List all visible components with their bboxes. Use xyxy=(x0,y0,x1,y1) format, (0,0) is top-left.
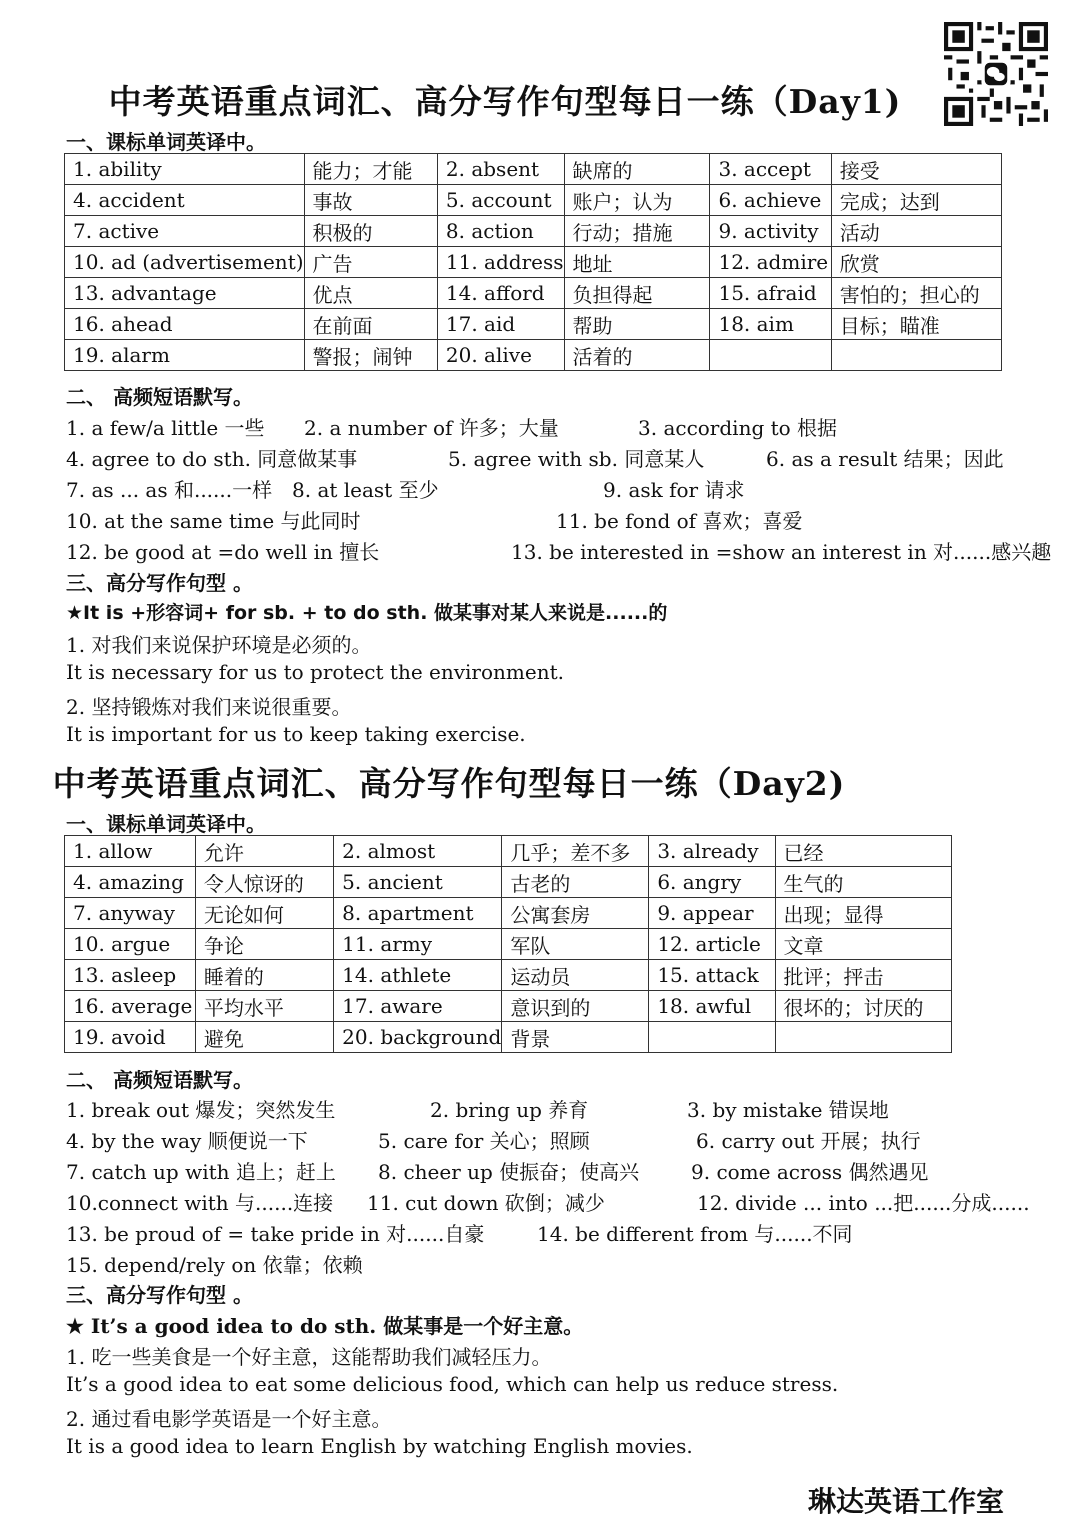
vocab-word-cell: 13. advantage xyxy=(65,278,305,309)
vocab-word-cell: 20. alive xyxy=(437,340,564,371)
day2-vocab-table xyxy=(64,835,952,1053)
day1-example-line: It is necessary for us to protect the environment. xyxy=(66,660,564,684)
vocab-word-cell: 5. account xyxy=(437,185,564,216)
day2-sentence-pattern: ★ It’s a good idea to do sth. 做某事是一个好主意。 xyxy=(66,1314,584,1338)
vocab-word-cell: 4. accident xyxy=(65,185,305,216)
day2-phrase: 11. cut down 砍倒；减少 xyxy=(367,1191,605,1215)
day1-phrase: 5. agree with sb. 同意某人 xyxy=(448,447,705,471)
day1-phrase: 6. as a result 结果；因此 xyxy=(766,447,1004,471)
vocab-word-cell: 18. aim xyxy=(710,309,831,340)
vocab-word-cell: 5. ancient xyxy=(334,867,502,898)
vocab-word-cell: 16. average xyxy=(65,991,196,1022)
day1-title: 中考英语重点词汇、高分写作句型每日一练（Day1) xyxy=(108,82,902,121)
vocab-meaning-cell: 负担得起 xyxy=(564,278,710,309)
day1-example-line: 1. 对我们来说保护环境是必须的。 xyxy=(66,633,372,657)
vocab-meaning-cell: 背景 xyxy=(502,1022,649,1053)
day2-phrase: 8. cheer up 使振奋；使高兴 xyxy=(378,1160,640,1184)
vocab-word-cell: 14. afford xyxy=(437,278,564,309)
vocab-word-cell: 9. appear xyxy=(649,898,775,929)
vocab-meaning-cell: 活动 xyxy=(831,216,1001,247)
day2-vocab-row xyxy=(65,960,952,991)
day2-example-line: 2. 通过看电影学英语是一个好主意。 xyxy=(66,1407,392,1431)
vocab-word-cell: 9. activity xyxy=(710,216,831,247)
day1-phrase: 13. be interested in =show an interest in 对......感兴趣 xyxy=(511,540,1052,564)
vocab-word-cell: 17. aid xyxy=(437,309,564,340)
vocab-meaning-cell: 生气的 xyxy=(775,867,951,898)
day2-vocab-row xyxy=(65,929,952,960)
vocab-word-cell: 7. anyway xyxy=(65,898,196,929)
vocab-word-cell: 17. aware xyxy=(334,991,502,1022)
day1-phrase: 11. be fond of 喜欢；喜爱 xyxy=(556,509,803,533)
vocab-word-cell xyxy=(649,1022,775,1053)
vocab-word-cell: 10. argue xyxy=(65,929,196,960)
day1-phrase: 1. a few/a little 一些 xyxy=(66,416,265,440)
vocab-meaning-cell: 公寓套房 xyxy=(502,898,649,929)
vocab-meaning-cell xyxy=(831,340,1001,371)
vocab-meaning-cell: 完成；达到 xyxy=(831,185,1001,216)
day2-phrase: 7. catch up with 追上；赶上 xyxy=(66,1160,336,1184)
vocab-meaning-cell: 帮助 xyxy=(564,309,710,340)
day1-vocab-row xyxy=(65,154,1002,185)
vocab-meaning-cell: 接受 xyxy=(831,154,1001,185)
day1-phrase: 8. at least 至少 xyxy=(292,478,439,502)
vocab-word-cell: 11. address xyxy=(437,247,564,278)
vocab-word-cell: 15. afraid xyxy=(710,278,831,309)
day2-phrase: 10.connect with 与......连接 xyxy=(66,1191,334,1215)
day2-title: 中考英语重点词汇、高分写作句型每日一练（Day2) xyxy=(52,764,846,803)
day2-writing-heading: 三、高分写作句型 。 xyxy=(66,1283,253,1307)
day1-vocab-row xyxy=(65,340,1002,371)
vocab-meaning-cell: 古老的 xyxy=(502,867,649,898)
vocab-word-cell: 15. attack xyxy=(649,960,775,991)
vocab-word-cell: 6. achieve xyxy=(710,185,831,216)
vocab-meaning-cell: 已经 xyxy=(775,836,951,867)
vocab-meaning-cell: 行动；措施 xyxy=(564,216,710,247)
day2-phrase: 3. by mistake 错误地 xyxy=(687,1098,889,1122)
vocab-word-cell: 1. allow xyxy=(65,836,196,867)
vocab-word-cell: 18. awful xyxy=(649,991,775,1022)
vocab-meaning-cell xyxy=(775,1022,951,1053)
day2-example-line: It’s a good idea to eat some delicious food, which can help us reduce stress. xyxy=(66,1372,839,1396)
day2-phrase: 14. be different from 与......不同 xyxy=(537,1222,853,1246)
day2-phrase: 9. come across 偶然遇见 xyxy=(691,1160,929,1184)
vocab-meaning-cell: 睡着的 xyxy=(195,960,333,991)
vocab-word-cell: 12. article xyxy=(649,929,775,960)
day1-phrase: 2. a number of 许多；大量 xyxy=(304,416,559,440)
day1-vocab-row xyxy=(65,185,1002,216)
day1-phrase: 9. ask for 请求 xyxy=(603,478,745,502)
day2-phrase: 5. care for 关心；照顾 xyxy=(378,1129,590,1153)
day1-sentence-pattern: ★It is +形容词+ for sb. + to do sth. 做某事对某人来说是......的 xyxy=(66,602,668,624)
vocab-meaning-cell: 争论 xyxy=(195,929,333,960)
vocab-meaning-cell: 能力；才能 xyxy=(304,154,437,185)
vocab-word-cell: 8. action xyxy=(437,216,564,247)
vocab-word-cell: 10. ad (advertisement) xyxy=(65,247,305,278)
day1-phrase-heading: 二、 高频短语默写。 xyxy=(66,385,253,409)
day1-phrase: 4. agree to do sth. 同意做某事 xyxy=(66,447,358,471)
vocab-meaning-cell: 几乎；差不多 xyxy=(502,836,649,867)
day1-vocab-row xyxy=(65,216,1002,247)
day1-phrase: 7. as ... as 和......一样 xyxy=(66,478,273,502)
vocab-meaning-cell: 账户；认为 xyxy=(564,185,710,216)
day2-vocab-row xyxy=(65,898,952,929)
vocab-meaning-cell: 令人惊讶的 xyxy=(195,867,333,898)
day1-vocab-row xyxy=(65,247,1002,278)
vocab-meaning-cell: 避免 xyxy=(195,1022,333,1053)
vocab-meaning-cell: 运动员 xyxy=(502,960,649,991)
vocab-meaning-cell: 很坏的；讨厌的 xyxy=(775,991,951,1022)
day2-phrase: 1. break out 爆发；突然发生 xyxy=(66,1098,336,1122)
day2-phrase: 12. divide ... into ...把......分成...... xyxy=(697,1191,1030,1215)
day2-vocab-row xyxy=(65,836,952,867)
vocab-meaning-cell: 害怕的；担心的 xyxy=(831,278,1001,309)
vocab-word-cell xyxy=(710,340,831,371)
vocab-meaning-cell: 警报；闹钟 xyxy=(304,340,437,371)
day2-vocab-row xyxy=(65,867,952,898)
vocab-meaning-cell: 意识到的 xyxy=(502,991,649,1022)
day2-phrase: 13. be proud of = take pride in 对......自豪 xyxy=(66,1222,485,1246)
vocab-word-cell: 1. ability xyxy=(65,154,305,185)
vocab-word-cell: 2. almost xyxy=(334,836,502,867)
day1-writing-heading: 三、高分写作句型 。 xyxy=(66,571,253,595)
vocab-meaning-cell: 目标；瞄准 xyxy=(831,309,1001,340)
day2-phrase-heading: 二、 高频短语默写。 xyxy=(66,1068,253,1092)
vocab-meaning-cell: 欣赏 xyxy=(831,247,1001,278)
day1-phrase: 10. at the same time 与此同时 xyxy=(66,509,361,533)
vocab-word-cell: 12. admire xyxy=(710,247,831,278)
vocab-word-cell: 6. angry xyxy=(649,867,775,898)
vocab-meaning-cell: 军队 xyxy=(502,929,649,960)
day1-phrase: 3. according to 根据 xyxy=(638,416,838,440)
vocab-word-cell: 19. avoid xyxy=(65,1022,196,1053)
day2-vocab-row xyxy=(65,991,952,1022)
day1-vocab-heading: 一、课标单词英译中。 xyxy=(66,130,266,154)
studio-signature: 琳达英语工作室 xyxy=(807,1485,1004,1518)
vocab-word-cell: 19. alarm xyxy=(65,340,305,371)
vocab-word-cell: 16. ahead xyxy=(65,309,305,340)
day2-vocab-heading: 一、课标单词英译中。 xyxy=(66,812,266,836)
vocab-word-cell: 4. amazing xyxy=(65,867,196,898)
vocab-meaning-cell: 活着的 xyxy=(564,340,710,371)
day1-vocab-row xyxy=(65,278,1002,309)
vocab-word-cell: 2. absent xyxy=(437,154,564,185)
vocab-meaning-cell: 批评；抨击 xyxy=(775,960,951,991)
vocab-word-cell: 20. background xyxy=(334,1022,502,1053)
vocab-meaning-cell: 文章 xyxy=(775,929,951,960)
day2-phrase: 15. depend/rely on 依靠；依赖 xyxy=(66,1253,363,1277)
vocab-word-cell: 14. athlete xyxy=(334,960,502,991)
day1-phrase: 12. be good at =do well in 擅长 xyxy=(66,540,380,564)
day1-vocab-row xyxy=(65,309,1002,340)
day2-phrase: 6. carry out 开展；执行 xyxy=(696,1129,921,1153)
day2-phrase: 2. bring up 养育 xyxy=(430,1098,589,1122)
vocab-word-cell: 13. asleep xyxy=(65,960,196,991)
vocab-meaning-cell: 在前面 xyxy=(304,309,437,340)
vocab-meaning-cell: 出现；显得 xyxy=(775,898,951,929)
vocab-meaning-cell: 平均水平 xyxy=(195,991,333,1022)
vocab-meaning-cell: 事故 xyxy=(304,185,437,216)
vocab-meaning-cell: 地址 xyxy=(564,247,710,278)
vocab-word-cell: 8. apartment xyxy=(334,898,502,929)
vocab-meaning-cell: 优点 xyxy=(304,278,437,309)
vocab-meaning-cell: 缺席的 xyxy=(564,154,710,185)
day2-phrase: 4. by the way 顺便说一下 xyxy=(66,1129,308,1153)
day1-example-line: 2. 坚持锻炼对我们来说很重要。 xyxy=(66,695,352,719)
vocab-word-cell: 11. army xyxy=(334,929,502,960)
vocab-meaning-cell: 广告 xyxy=(304,247,437,278)
day2-vocab-row xyxy=(65,1022,952,1053)
vocab-meaning-cell: 积极的 xyxy=(304,216,437,247)
day1-example-line: It is important for us to keep taking exercise. xyxy=(66,722,526,746)
vocab-word-cell: 3. accept xyxy=(710,154,831,185)
day2-example-line: It is a good idea to learn English by watching English movies. xyxy=(66,1434,693,1458)
vocab-meaning-cell: 无论如何 xyxy=(195,898,333,929)
vocab-meaning-cell: 允许 xyxy=(195,836,333,867)
vocab-word-cell: 7. active xyxy=(65,216,305,247)
day2-example-line: 1. 吃一些美食是一个好主意，这能帮助我们减轻压力。 xyxy=(66,1345,552,1369)
vocab-word-cell: 3. already xyxy=(649,836,775,867)
day1-vocab-table xyxy=(64,153,1002,371)
